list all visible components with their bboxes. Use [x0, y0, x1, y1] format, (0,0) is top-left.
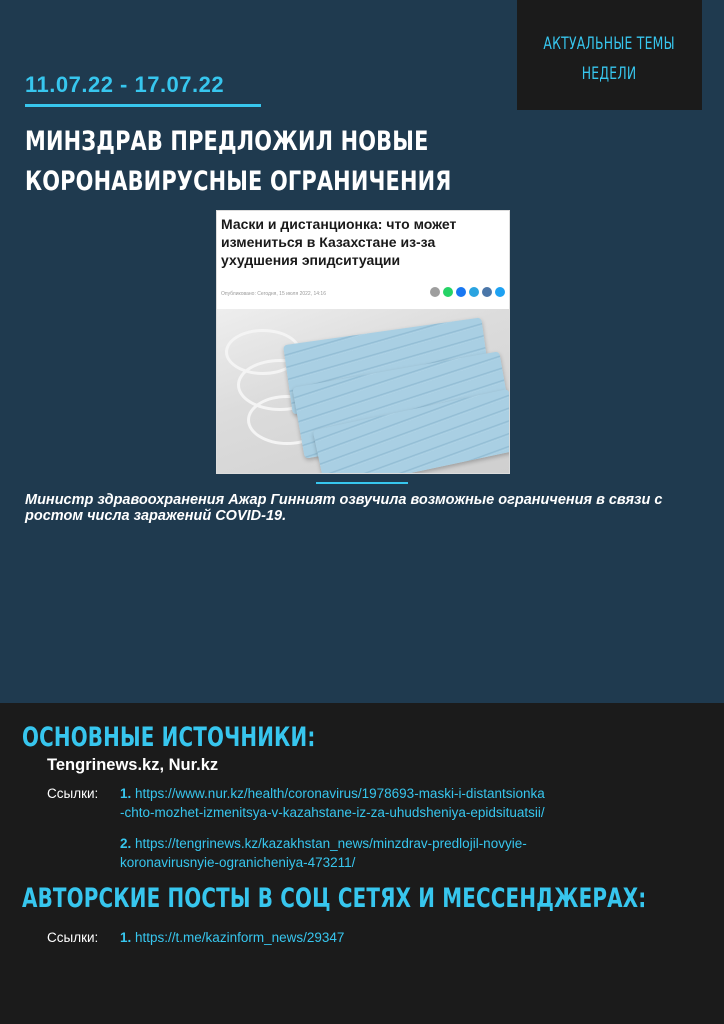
link-number: 1.: [120, 930, 132, 945]
sources-names: Tengrinews.kz, Nur.kz: [47, 756, 219, 774]
badge-line-1: АКТУАЛЬНЫЕ ТЕМЫ: [543, 34, 676, 54]
source-link-2[interactable]: [120, 834, 690, 872]
share-link-icon: [430, 287, 440, 297]
share-icons: [430, 287, 505, 297]
article-meta: Опубликовано: Сегодня, 15 июля 2022, 14:16: [221, 291, 326, 297]
link-url-cont[interactable]: koronavirusnyie-ogranicheniya-473211/: [120, 855, 356, 870]
vk-icon: [482, 287, 492, 297]
weekly-topics-badge: [517, 0, 702, 110]
author-posts-title: АВТОРСКИЕ ПОСТЫ В СОЦ СЕТЯХ И МЕССЕНДЖЕРАХ:: [22, 883, 647, 914]
caption: Министр здравоохранения Ажар Гинният озвучила возможные ограничения в связи с ростом числа заражений COVID-19.: [25, 492, 663, 524]
source-link-1[interactable]: [120, 784, 690, 822]
whatsapp-icon: [443, 287, 453, 297]
author-links-label: Ссылки:: [47, 930, 99, 945]
date-range: 11.07.22 - 17.07.22: [25, 72, 225, 97]
sources-links-label: Ссылки:: [47, 786, 99, 801]
link-number: 1.: [120, 786, 132, 801]
telegram-icon: [469, 287, 479, 297]
author-link-1[interactable]: [120, 928, 690, 947]
masks-photo: [217, 309, 509, 473]
caption-divider: [316, 482, 408, 484]
twitter-icon: [495, 287, 505, 297]
article-title: Маски и дистанционка: что может измениться в Казахстане из-за ухудшения эпидситуации: [221, 216, 457, 268]
link-number: 2.: [120, 836, 132, 851]
article-preview-image: [216, 210, 510, 474]
headline: МИНЗДРАВ ПРЕДЛОЖИЛ НОВЫЕ КОРОНАВИРУСНЫЕ ОГРАНИЧЕНИЯ: [25, 126, 452, 197]
badge-line-2: НЕДЕЛИ: [582, 64, 637, 84]
facebook-icon: [456, 287, 466, 297]
sources-title: ОСНОВНЫЕ ИСТОЧНИКИ:: [22, 722, 316, 753]
link-url[interactable]: https://www.nur.kz/health/coronavirus/1978693-maski-i-distantsionka: [135, 786, 545, 801]
link-url[interactable]: https://t.me/kazinform_news/29347: [135, 930, 345, 945]
link-url-cont[interactable]: -chto-mozhet-izmenitsya-v-kazahstane-iz-za-uhudsheniya-epidsituatsii/: [120, 805, 545, 820]
date-underline: [25, 104, 261, 107]
link-url[interactable]: https://tengrinews.kz/kazakhstan_news/minzdrav-predlojil-novyie-: [135, 836, 527, 851]
